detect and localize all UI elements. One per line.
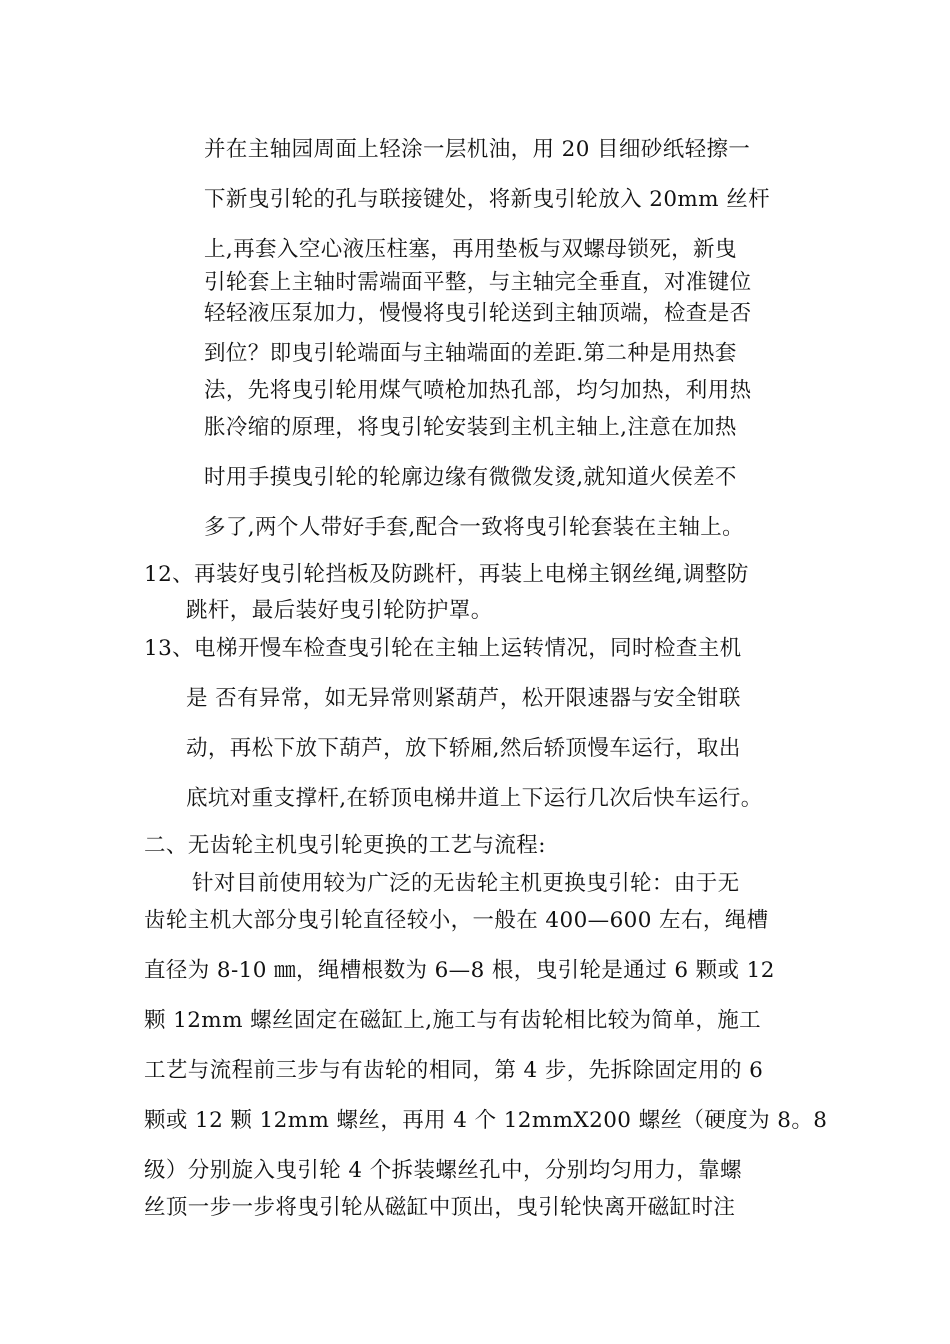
text-line: 上,再套入空心液压柱塞，再用垫板与双螺母锁死，新曳 xyxy=(204,237,737,262)
text-line: 工艺与流程前三步与有齿轮的相同，第 4 步，先拆除固定用的 6 xyxy=(144,1058,764,1083)
text-line: 丝顶一步一步将曳引轮从磁缸中顶出，曳引轮快离开磁缸时注 xyxy=(144,1195,736,1220)
text-line: 下新曳引轮的孔与联接键处，将新曳引轮放入 20mm 丝杆 xyxy=(204,187,771,212)
paragraph-first-line: 针对目前使用较为广泛的无齿轮主机更换曳引轮：由于无 xyxy=(192,871,740,896)
text-line: 底坑对重支撑杆,在轿顶电梯井道上下运行几次后快车运行。 xyxy=(186,786,763,811)
text-line: 时用手摸曳引轮的轮廓边缘有微微发烫,就知道火侯差不 xyxy=(204,465,737,490)
text-line: 到位？即曳引轮端面与主轴端面的差距.第二种是用热套 xyxy=(204,341,737,366)
text-line: 引轮套上主轴时需端面平整，与主轴完全垂直，对准键位 xyxy=(204,270,752,295)
text-line: 多了,两个人带好手套,配合一致将曳引轮套装在主轴上。 xyxy=(204,515,745,540)
list-item-12: 12、再装好曳引轮挡板及防跳杆，再装上电梯主钢丝绳,调整防 xyxy=(144,562,749,587)
text-line: 动，再松下放下葫芦，放下轿厢,然后轿顶慢车运行，取出 xyxy=(186,736,741,761)
text-line: 级）分别旋入曳引轮 4 个拆装螺丝孔中，分别均匀用力，靠螺 xyxy=(144,1158,742,1183)
section-heading: 二、无齿轮主机曳引轮更换的工艺与流程: xyxy=(144,833,546,858)
text-line: 轻轻液压泵加力，慢慢将曳引轮送到主轴顶端，检查是否 xyxy=(204,301,752,326)
text-line: 跳杆，最后装好曳引轮防护罩。 xyxy=(186,598,493,623)
text-line: 法，先将曳引轮用煤气喷枪加热孔部，均匀加热，利用热 xyxy=(204,378,752,403)
text-line: 胀冷缩的原理，将曳引轮安装到主机主轴上,注意在加热 xyxy=(204,415,737,440)
text-line: 颗或 12 颗 12mm 螺丝，再用 4 个 12mmX200 螺丝（硬度为 8。8 xyxy=(144,1108,828,1133)
text-line: 齿轮主机大部分曳引轮直径较小，一般在 400—600 左右，绳槽 xyxy=(144,908,769,933)
list-item-13: 13、电梯开慢车检查曳引轮在主轴上运转情况，同时检查主机 xyxy=(144,636,742,661)
text-line: 直径为 8-10 ㎜，绳槽根数为 6—8 根，曳引轮是通过 6 颗或 12 xyxy=(144,958,775,983)
text-line: 并在主轴园周面上轻涂一层机油，用 20 目细砂纸轻擦一 xyxy=(204,137,751,162)
text-line: 颗 12mm 螺丝固定在磁缸上,施工与有齿轮相比较为简单，施工 xyxy=(144,1008,762,1033)
text-line: 是 否有异常，如无异常则紧葫芦，松开限速器与安全钳联 xyxy=(186,686,741,711)
